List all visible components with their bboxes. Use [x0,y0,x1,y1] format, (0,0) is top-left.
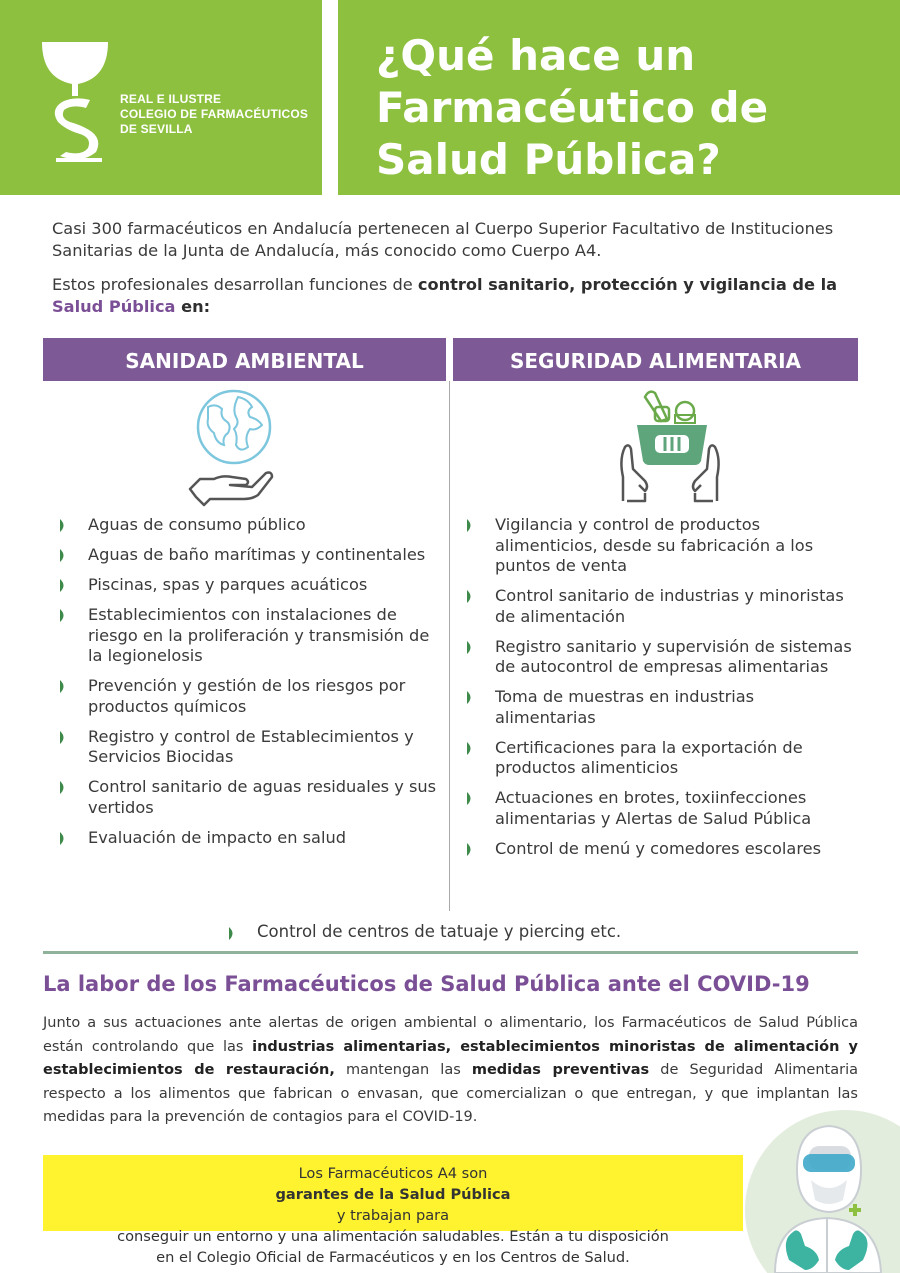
highlight-line-1-a: Los Farmacéuticos A4 son [298,1165,488,1182]
bullet-icon [60,609,67,622]
list-item [60,515,440,536]
title-line-3: Salud Pública? [376,135,721,184]
intro-section [52,218,852,330]
shared-list-item-text: Control de centros de tatuaje y piercing etc. [257,922,622,941]
list-item-text: Actuaciones en brotes, toxiinfecciones alimentarias y Alertas de Salud Pública [495,788,812,828]
intro-p2-text: Estos profesionales desarrollan funciones de [52,275,418,294]
list-item [60,828,440,849]
intro-p2-bold: control sanitario, protección y vigilancia de la [417,275,838,294]
logo-line-1: REAL E ILUSTRE [120,92,222,106]
bullet-icon [60,832,67,845]
pharmacy-logo-icon [40,38,110,164]
bullet-icon [467,742,474,755]
list-item [467,515,852,577]
highlight-line-2: conseguir un entorno y una alimentación saludables. Están a tu disposición [117,1228,669,1245]
covid-text-3: de Seguridad Alimentaria respecto a los alimentos que fabrican o envasan, que comercializan o que entregan, y que implantan las medidas para la prevención de contagios para el COVID-19. [43,1062,858,1125]
list-item [467,637,852,678]
sanidad-ambiental-list [60,515,440,858]
logo-line-2: COLEGIO DE FARMACÉUTICOS [120,107,309,121]
seguridad-alimentaria-list [467,515,852,869]
highlight-line-3: en el Colegio Oficial de Farmacéuticos y en los Centros de Salud. [156,1249,630,1266]
title-line-2: Farmacéutico de [376,83,769,132]
covid-text-2: mantengan las [334,1062,472,1078]
list-item [60,727,440,768]
protective-suit-worker-icon [745,1100,900,1273]
highlight-line-1-b: y trabajan para [336,1207,450,1224]
bullet-icon [467,590,474,603]
highlight-box [43,1155,743,1266]
column-divider [449,381,450,911]
list-item-text: Prevención y gestión de los riesgos por productos químicos [88,676,406,716]
list-item [467,738,852,779]
logo-text [120,92,308,137]
page-title [376,30,768,186]
food-basket-hands-icon [615,385,725,507]
bullet-icon [467,519,474,532]
bullet-icon [467,641,474,654]
intro-paragraph-1: Casi 300 farmacéuticos en Andalucía pertenecen al Cuerpo Superior Facultativo de Instituciones Sanitarias de la Junta de Andalucía, más conocido como Cuerpo A4. [52,219,834,260]
list-item [60,545,440,566]
list-item-text: Toma de muestras en industrias alimentarias [495,687,755,727]
list-item [60,777,440,818]
bullet-icon [467,843,474,856]
covid-paragraph [43,1012,858,1130]
covid-bold-2: medidas preventivas [471,1062,650,1078]
bullet-icon [60,549,67,562]
list-item-text: Registro sanitario y supervisión de sistemas de autocontrol de empresas alimentarias [495,636,852,676]
heading-seguridad-alimentaria: SEGURIDAD ALIMENTARIA [453,338,858,381]
list-item [467,788,852,829]
header-banner [0,0,900,195]
intro-paragraph-2 [52,274,852,318]
list-item [60,575,440,596]
bullet-icon [60,731,67,744]
list-item [467,687,852,728]
header-divider [322,0,338,195]
list-item-text: Control de menú y comedores escolares [495,838,822,858]
shared-list-item [229,922,621,941]
list-item-text: Aguas de baño marítimas y continentales [88,545,426,564]
intro-p2-highlight: Salud Pública [52,297,176,316]
list-item-text: Aguas de consumo público [88,515,306,534]
bullet-icon [60,680,67,693]
list-item [60,605,440,667]
bullet-icon [467,792,474,805]
section-divider [43,951,858,954]
covid-section-title: La labor de los Farmacéuticos de Salud Pública ante el COVID-19 [43,972,810,996]
globe-hand-icon [186,385,276,507]
list-item [467,839,852,860]
bullet-icon [467,691,474,704]
list-item-text: Evaluación de impacto en salud [88,827,346,847]
logo-line-3: DE SEVILLA [120,122,193,136]
list-item-text: Control sanitario de aguas residuales y sus vertidos [88,777,437,817]
list-item-text: Certificaciones para la exportación de productos alimenticios [495,737,803,777]
highlight-line-1-bold: garantes de la Salud Pública [275,1186,511,1203]
highlight-line-1 [43,1163,743,1226]
list-item-text: Vigilancia y control de productos alimenticios, desde su fabricación a los puntos de venta [495,515,814,575]
list-item-text: Piscinas, spas y parques acuáticos [88,575,368,594]
bullet-icon [60,519,67,532]
covid-text-1: Junto a sus actuaciones ante alertas de origen ambiental o alimentario, los Farmacéuticos de Salud Pública están controlando que las [43,1015,858,1055]
list-item-text: Establecimientos con instalaciones de riesgo en la proliferación y transmisión de la legionelosis [88,605,430,665]
heading-sanidad-ambiental: SANIDAD AMBIENTAL [43,338,446,381]
bullet-icon [60,579,67,592]
covid-bold-1: industrias alimentarias, establecimientos minoristas de alimentación y establecimientos de restauración, [43,1038,858,1078]
intro-p2-end: en: [175,297,211,316]
list-item-text: Registro y control de Establecimientos y Servicios Biocidas [88,726,414,766]
bullet-icon [229,927,236,940]
title-line-1: ¿Qué hace un [376,31,696,80]
list-item [60,676,440,717]
list-item-text: Control sanitario de industrias y minoristas de alimentación [495,586,844,626]
bullet-icon [60,781,67,794]
list-item [467,586,852,627]
